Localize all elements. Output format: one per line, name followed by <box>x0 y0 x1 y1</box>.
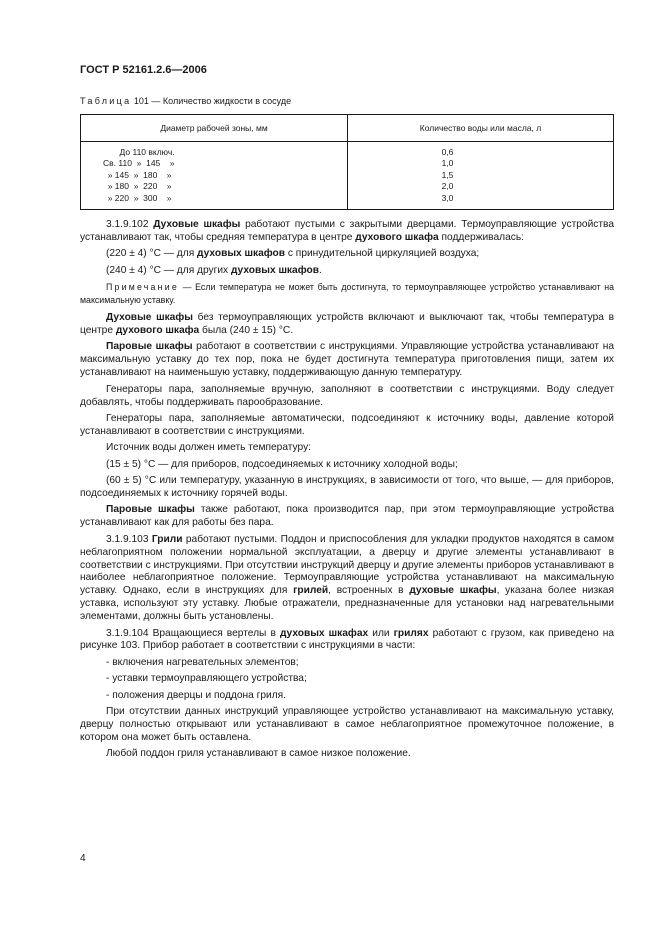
clause-text: без термоуправляющих устройств включают и выключают так, чтобы температура в центре <box>80 312 614 337</box>
term-bold: духовых шкафов <box>230 264 319 276</box>
term-bold: духовых шкафов <box>197 248 286 260</box>
clause-text: с принудительной циркуляцией воздуха; <box>285 248 480 260</box>
clause-text: 3.1.9.103 <box>106 533 152 545</box>
clause-text: или <box>368 627 394 639</box>
term-bold: духового шкафа <box>115 325 200 337</box>
table-caption-label: Таблица <box>80 96 132 106</box>
paragraph-manual-generators: Генераторы пара, заполняемые вручную, заполняют в соответствии с инструкциями. Воду следует добавлять, чтобы поддерживать парообразование. <box>80 383 614 408</box>
note-text: — Если температура не может быть достигнута, то термоуправляющее устройство устанавливают на максимальную уставку. <box>80 282 614 305</box>
paragraph-temp-240 <box>80 265 614 278</box>
term-bold: Паровые шкафы <box>106 341 193 353</box>
clause-text: работают с грузом, как приведено на рисунке 103. Прибор работает в соответствии с инструкциями в части: <box>80 627 614 652</box>
table-diameter-value: » 180 » 220 » <box>103 181 172 192</box>
term-bold: грилей <box>293 585 329 597</box>
table-quantity-value: 1,0 <box>441 158 454 169</box>
term-bold: духовых шкафах <box>279 627 369 639</box>
clause-text: работают пустыми с закрытыми дверцами. Термоуправляющие устройства устанавливают так, чтобы средняя температура в центре <box>80 219 614 243</box>
note <box>80 281 614 306</box>
table-caption <box>80 96 291 106</box>
paragraph-hot-water: (60 ± 5) °С или температуру, указанную в инструкциях, в зависимости от того, что выше, — для приборов, подсоединяемых к источнику горячей воды. <box>80 475 614 499</box>
paragraph-water-source: Источник воды должен иметь температуру: <box>106 442 311 454</box>
term-bold: Грили <box>151 533 183 545</box>
document-header: ГОСТ Р 52161.2.6—2006 <box>80 64 207 76</box>
clause-text: была (240 ± 15) °С. <box>199 325 294 337</box>
list-item: - уставки термоуправляющего устройства; <box>106 673 307 685</box>
paragraph-temp-220 <box>80 248 614 261</box>
list-item: - положения дверцы и поддона гриля. <box>106 689 287 701</box>
table-caption-text: 101 — Количество жидкости в сосуде <box>131 96 292 106</box>
term-bold: Духовые шкафы <box>106 312 193 324</box>
clause-text: (220 ± 4) °С — для <box>106 248 198 260</box>
table-diameter-value: Св. 110 » 145 » <box>103 158 175 169</box>
table-quantity-value: 2,0 <box>441 181 454 192</box>
paragraph-grill-tray: Любой поддон гриля устанавливают в самое низкое положение. <box>106 748 411 760</box>
table-diameter-value: » 145 » 180 » <box>103 169 172 180</box>
table-diameter-value: До 110 включ. <box>103 147 175 157</box>
table-cell-quantities <box>348 142 614 210</box>
term-bold: духовые шкафы <box>409 585 497 597</box>
note-label: Примечание <box>106 282 179 293</box>
term-bold: духового шкафа <box>355 231 439 243</box>
clause-text: , указана более низкая уставка, используют эту уставку. Любые отражатели, предназначенные для установки над нагревательными элементами, должны быть установлены. <box>80 585 614 623</box>
clause-text: , встроенных в <box>328 585 410 597</box>
list-item: - включения нагревательных элементов; <box>106 656 299 668</box>
paragraph-auto-generators: Генераторы пара, заполняемые автоматически, подсоединяют к источнику воды, давление которой устанавливают в соответствии с инструкциями. <box>80 412 614 437</box>
paragraph-3-1-9-103 <box>80 534 614 624</box>
document-body <box>80 219 614 765</box>
term-bold: Паровые шкафы <box>106 504 195 516</box>
table-quantity-value: 3,0 <box>441 192 454 203</box>
paragraph-steam-ovens-operation <box>80 504 614 530</box>
paragraph-no-instructions: При отсутствии данных инструкций управляющее устройство устанавливают на максимальную уставку, дверцу полностью открывают или устанавливают в самое неблагоприятное промежуточное положение, в котором она может быть оставлена. <box>80 706 614 743</box>
clause-text: (240 ± 4) °С — для других <box>106 264 231 276</box>
clause-text: поддерживалась: <box>438 231 524 243</box>
term-bold: Духовые шкафы <box>153 219 241 230</box>
paragraph-steam-ovens <box>80 341 614 380</box>
clause-text: работают в соответствии с инструкциями. Управляющие устройства устанавливают на максимальную уставку до тех пор, пока не будет достигнута температура приготовления пищи, затем их устанавливают на наименьшую уставку, поддерживающую данную температуру. <box>80 341 614 379</box>
clause-text: 3.1.9.102 <box>106 219 154 230</box>
table-header-diameter: Диаметр рабочей зоны, мм <box>81 115 348 142</box>
paragraph-3-1-9-102 <box>80 219 614 245</box>
term-bold: грилях <box>393 627 429 639</box>
liquid-quantity-table <box>80 114 614 210</box>
table-quantity-value: 0,6 <box>441 147 454 157</box>
table-header-quantity: Количество воды или масла, л <box>348 115 614 142</box>
table-quantity-value: 1,5 <box>441 169 454 180</box>
clause-text: . <box>318 264 322 276</box>
page-number: 4 <box>80 853 86 864</box>
clause-text: работают пустыми. Поддон и приспособления для укладки продуктов находятся в самом неблагоприятном положении нормальной эксплуатации, а дверцу и другие элементы устанавливают в соответствии с инструкциями. При отсутствии инструкций дверцу и другие элементы приборов устанавливают в наиболее неблагоприятное положение. Термоуправляющие устройства устанавливают на максимальную уставку. Однако, если в инструкциях для <box>80 533 614 597</box>
table-diameter-value: » 220 » 300 » <box>103 192 172 203</box>
clause-text: также работают, пока производится пар, при этом термоуправляющие устройства устанавливают как для работы без пара. <box>80 504 614 529</box>
paragraph-ovens-no-thermostat <box>80 312 614 338</box>
clause-text: 3.1.9.104 Вращающиеся вертелы в <box>106 627 280 639</box>
paragraph-cold-water: (15 ± 5) °С — для приборов, подсоединяемых к источнику холодной воды; <box>106 458 458 470</box>
paragraph-3-1-9-104 <box>80 628 614 654</box>
table-cell-diameters <box>81 142 348 210</box>
